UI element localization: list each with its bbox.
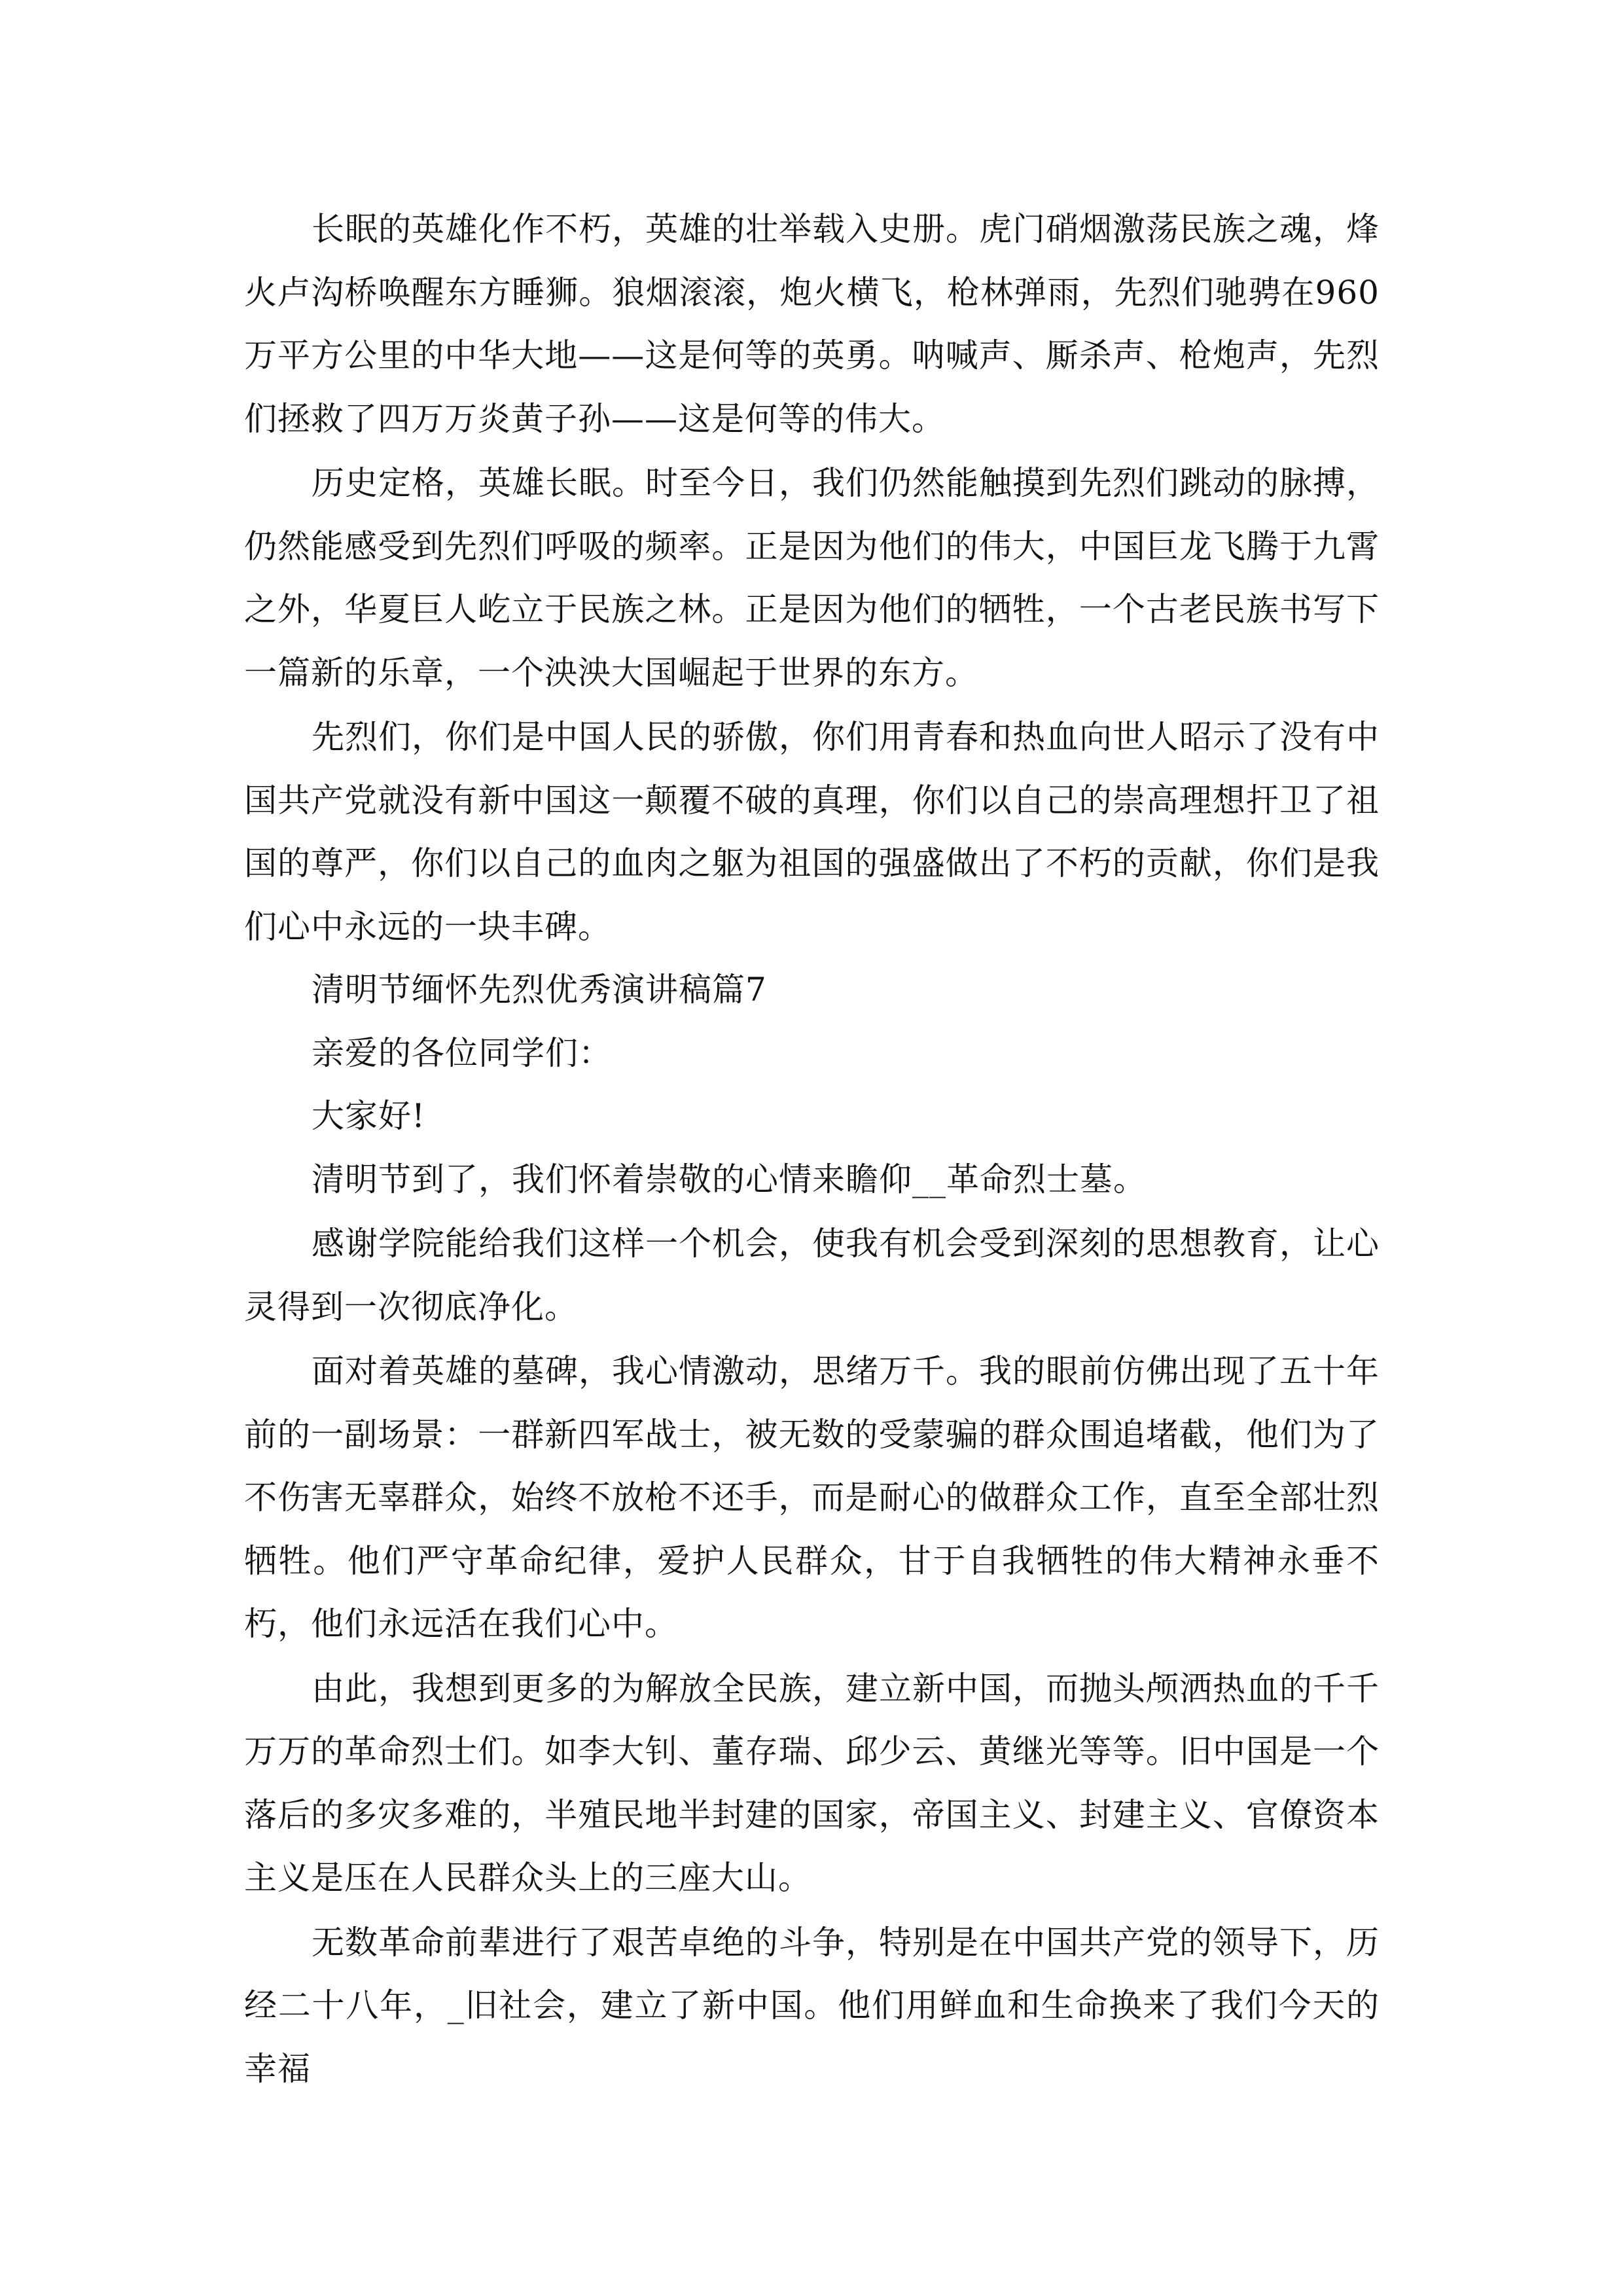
paragraph-3: 先烈们，你们是中国人民的骄傲，你们用青春和热血向世人昭示了没有中国共产党就没有新中国这一颠覆不破的真理，你们以自己的崇高理想扞卫了祖国的尊严，你们以自己的血肉之躯为祖国的强盛做出了不朽的贡献，你们是我们心中永远的一块丰碑。 xyxy=(244,718,1380,946)
paragraph-7: 由此，我想到更多的为解放全民族，建立新中国，而抛头颅洒热血的千千万万的革命烈士们。如李大钊、董存瑞、邱少云、黄继光等等。旧中国是一个落后的多灾多难的，半殖民地半封建的国家，帝国主义、封建主义、官僚资本主义是压在人民群众头上的三座大山。 xyxy=(244,1669,1380,1897)
salutation: 亲爱的各位同学们： xyxy=(312,1033,612,1072)
section-title: 清明节缅怀先烈优秀演讲稿篇7 xyxy=(312,971,767,1009)
paragraph-1: 长眠的英雄化作不朽，英雄的壮举载入史册。虎门硝烟激荡民族之魂，烽火卢沟桥唤醒东方睡狮。狼烟滚滚，炮火横飞，枪林弹雨，先烈们驰骋在960万平方公里的中华大地——这是何等的英勇。呐喊声、厮杀声、枪炮声，先烈们拯救了四万万炎黄子孙——这是何等的伟大。 xyxy=(244,210,1380,438)
paragraph-8: 无数革命前辈进行了艰苦卓绝的斗争，特别是在中国共产党的领导下，历经二十八年，_旧社会，建立了新中国。他们用鲜血和生命换来了我们今天的幸福 xyxy=(244,1923,1380,2088)
paragraph-2: 历史定格，英雄长眠。时至今日，我们仍然能触摸到先烈们跳动的脉搏，仍然能感受到先烈们呼吸的频率。正是因为他们的伟大，中国巨龙飞腾于九霄之外，华夏巨人屹立于民族之林。正是因为他们的牺牲，一个古老民族书写下一篇新的乐章，一个泱泱大国崛起于世界的东方。 xyxy=(244,464,1380,692)
paragraph-4: 清明节到了，我们怀着崇敬的心情来瞻仰__革命烈士墓。 xyxy=(312,1160,1147,1198)
greeting: 大家好! xyxy=(312,1097,426,1135)
paragraph-5: 感谢学院能给我们这样一个机会，使我有机会受到深刻的思想教育，让心灵得到一次彻底净化。 xyxy=(244,1225,1380,1326)
paragraph-6: 面对着英雄的墓碑，我心情激动，思绪万千。我的眼前仿佛出现了五十年前的一副场景：一群新四军战士，被无数的受蒙骗的群众围追堵截，他们为了不伤害无辜群众，始终不放枪不还手，而是耐心的做群众工作，直至全部壮烈牺牲。他们严守革命纪律，爱护人民群众，甘于自我牺牲的伟大精神永垂不朽，他们永远活在我们心中。 xyxy=(244,1352,1380,1643)
document-body xyxy=(244,198,1380,2100)
